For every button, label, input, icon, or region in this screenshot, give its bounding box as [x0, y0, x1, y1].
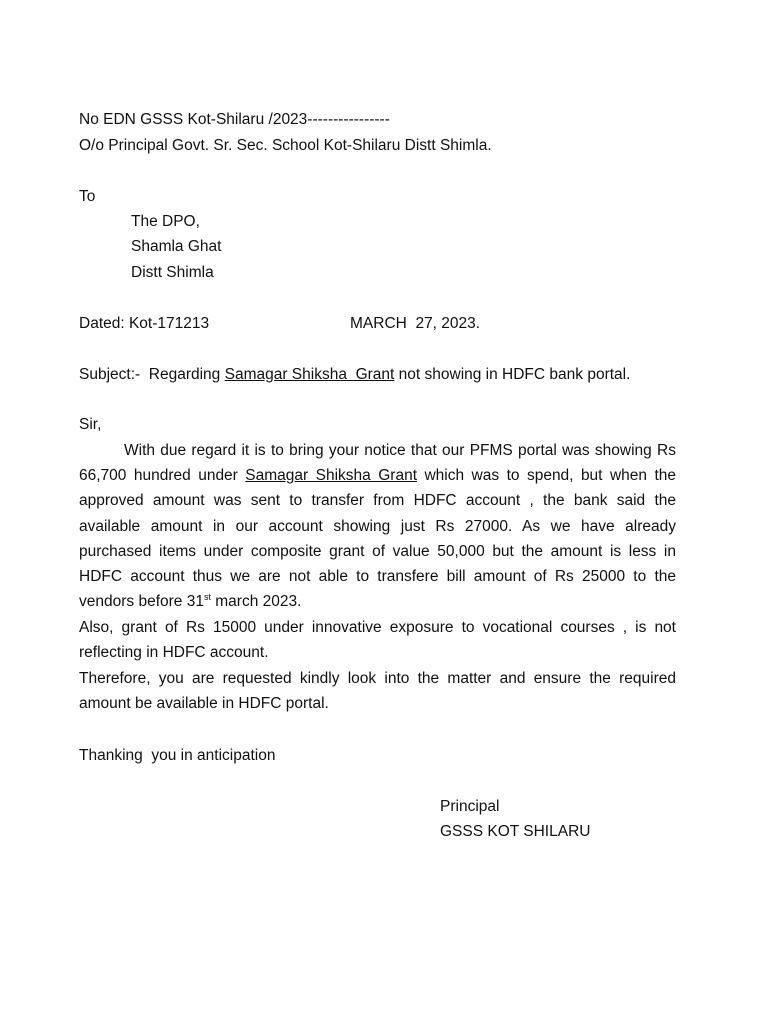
salutation: Sir,: [79, 416, 102, 433]
ordinal-suffix: st: [203, 592, 211, 603]
recipient-district: Distt Shimla: [131, 264, 214, 281]
body-text: march 2023.: [210, 593, 302, 611]
subject-line: [79, 365, 630, 385]
closing-line: Thanking you in anticipation: [79, 747, 276, 764]
subject-prefix: Subject:- Regarding: [79, 366, 225, 383]
body-paragraph-3: Therefore, you are requested kindly look into the matter and ensure the required amount be available in HDFC portal.: [79, 670, 676, 713]
subject-grant: Samagar Shiksha Grant: [224, 366, 395, 383]
body-text: With due regard it is to bring your notice that our PFMS portal was showing Rs 66,700 hundred under: [79, 442, 676, 485]
to-label: To: [79, 188, 96, 205]
signature-school: GSSS KOT SHILARU: [440, 823, 591, 840]
letter-date: MARCH 27, 2023.: [350, 315, 481, 332]
office-line: O/o Principal Govt. Sr. Sec. School Kot-Shilaru Distt Shimla.: [79, 137, 492, 154]
recipient-place: Shamla Ghat: [131, 238, 222, 255]
body-grant-name: Samagar Shiksha Grant: [245, 467, 418, 485]
reference-number: No EDN GSSS Kot-Shilaru /2023----------------: [79, 111, 390, 128]
recipient-name: The DPO,: [131, 213, 200, 230]
signature-title: Principal: [440, 798, 500, 815]
dated-label: Dated: Kot-171213: [79, 315, 210, 332]
body-paragraph-1: [79, 438, 676, 614]
body-text: which was to spend, but when the approved amount was sent to transfer from HDFC account , the bank said the available amount in our account showing just Rs 27000. As we have already purchased items under composite grant of value 50,000 but the amount is less in HDFC account thus we are not able to transfere bill amount of Rs 25000 to the vendors before 31: [79, 467, 676, 611]
subject-suffix: not showing in HDFC bank portal.: [394, 366, 631, 383]
body-paragraph-2: Also, grant of Rs 15000 under innovative exposure to vocational courses , is not reflecting in HDFC account.: [79, 619, 676, 662]
